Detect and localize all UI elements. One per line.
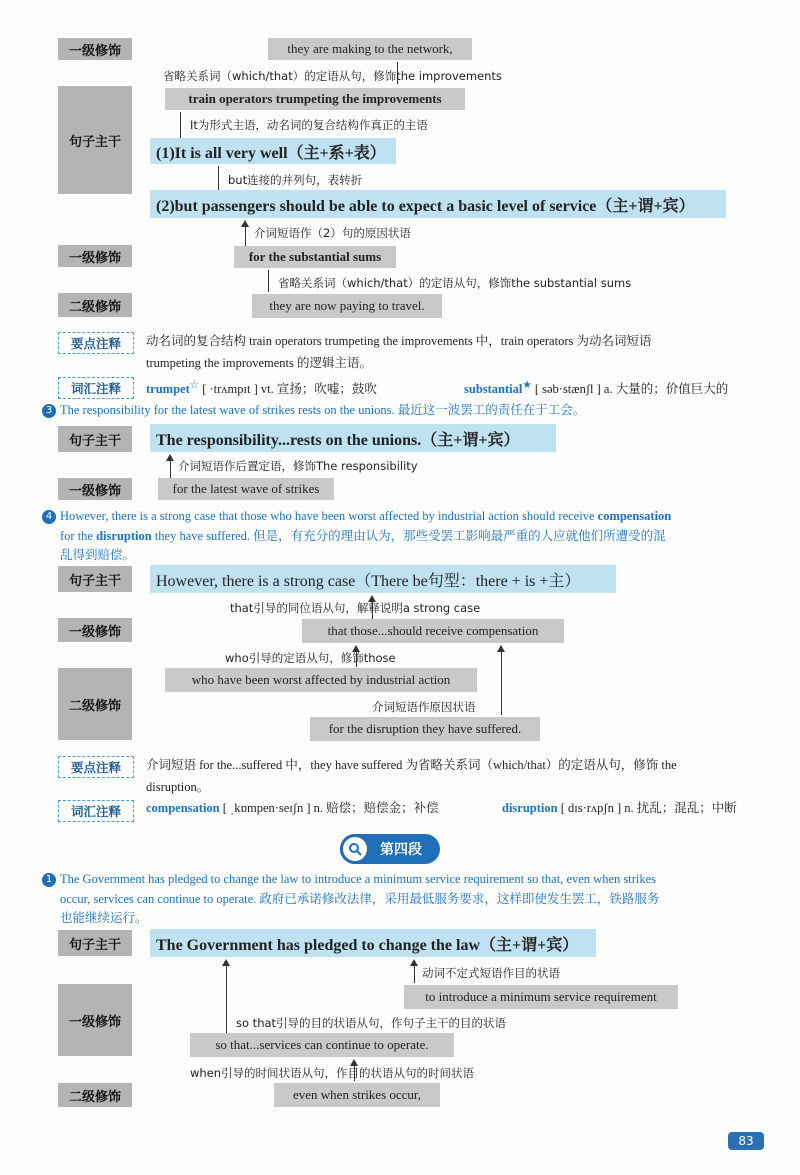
s2-main-2: (2)but passengers should be able to expect a basic level of service（主+谓+宾） (150, 190, 726, 218)
s4-sentence-line-1 (42, 507, 671, 526)
arrow-line (245, 226, 246, 248)
s2-note-2: It为形式主语，动名词的复合结构作真正的主语 (190, 118, 428, 132)
s4-keyword-compensation: compensation (597, 509, 672, 523)
label-first-modifier: 一级修饰 (58, 478, 132, 500)
search-icon (340, 834, 370, 864)
s5-box-3: even when strikes occur, (274, 1083, 440, 1107)
s5-note-1: 动词不定式短语作目的状语 (422, 966, 560, 980)
label-main-clause: 句子主干 (58, 930, 132, 956)
vocab-word: substantial (464, 382, 523, 397)
arrow-line (170, 460, 171, 478)
s3-main: The responsibility...rests on the unions.（主+谓+宾） (150, 424, 556, 452)
s2-top-box: they are making to the network, (268, 38, 472, 60)
s4-key-note: 介词短语 for the...suffered 中，they have suffered 为省略关系词（which/that）的定语从句，修饰 the (146, 758, 677, 772)
page-number: 83 (728, 1132, 764, 1150)
s5-note-2: so that引导的目的状语从句，作句子主干的目的状语 (236, 1016, 507, 1030)
arrow-line (218, 166, 219, 190)
s3-note-1: 介词短语作后置定语，修饰The responsibility (178, 459, 418, 473)
s4-chinese-2: 乱得到赔偿。 (60, 547, 136, 562)
s4-note-3: 介词短语作原因状语 (372, 700, 476, 714)
s2-main-1: (1)It is all very well（主+系+表） (150, 138, 396, 164)
vocab-word: compensation (146, 801, 220, 815)
section-title: 第四段 (380, 842, 422, 858)
s5-chinese-1: 政府已承诺修改法律，采用最低服务要求，这样即使发生罢工，铁路服务 (259, 891, 660, 906)
s4-vocab-1 (146, 799, 439, 818)
sentence-number: 4 (42, 510, 56, 524)
s2-key-note-2: trumpeting the improvements 的逻辑主语。 (146, 356, 373, 370)
s4-main: However, there is a strong case（There be句型：there + is +主） (150, 565, 616, 593)
label-first-modifier: 一级修饰 (58, 618, 132, 642)
arrow-line (180, 112, 181, 138)
vocab-word: disruption (502, 801, 558, 815)
s2-vocab-1 (146, 376, 377, 399)
s2-key-note: 动名词的复合结构 train operators trumpeting the improvements 中，train operators 为动名词短语 (146, 334, 652, 348)
s4-english-1: However, there is a strong case that those who have been worst affected by industrial action should receive (60, 509, 595, 523)
s4-box-2: who have been worst affected by industrial action (165, 668, 477, 692)
s2-box-2: for the substantial sums (234, 246, 396, 268)
vocab-star: ☆ (189, 380, 200, 391)
s5-english-1: The Government has pledged to change the law to introduce a minimum service requirement so that, even when strikes (60, 872, 656, 886)
s2-vocab-2 (464, 376, 728, 399)
s4-note-1: that引导的同位语从句，解释说明a strong case (230, 601, 481, 615)
s4-sentence-line-2 (60, 526, 666, 546)
s5-box-1: to introduce a minimum service requirement (404, 985, 678, 1009)
s4-keyword-disruption: disruption (96, 529, 152, 543)
s4-key-note-2: disruption。 (146, 780, 210, 794)
s4-note-2: who引导的定语从句，修饰those (225, 651, 396, 665)
s5-main: The Government has pledged to change the law（主+谓+宾） (150, 929, 596, 957)
section-header (340, 834, 440, 864)
s4-english-2: for the (60, 529, 93, 543)
s2-box-3: they are now paying to travel. (252, 294, 442, 318)
label-main-clause: 句子主干 (58, 426, 132, 452)
s5-sentence-line-2 (60, 889, 659, 909)
vocab-def: [ ˌkɒmpen·seɪʃn ] n. 赔偿；赔偿金；补偿 (222, 801, 439, 815)
s4-box-3: for the disruption they have suffered. (310, 717, 540, 741)
tag-key-note: 要点注释 (58, 332, 134, 354)
s4-box-1: that those...should receive compensation (302, 619, 564, 643)
vocab-def: [ dɪs·rʌpʃn ] n. 扰乱；混乱；中断 (560, 801, 737, 815)
s5-note-3: when引导的时间状语从句，作目的状语从句的时间状语 (190, 1066, 475, 1080)
label-second-modifier: 二级修饰 (58, 293, 132, 317)
label-first-modifier: 一级修饰 (58, 984, 132, 1056)
label-first-modifier: 一级修饰 (58, 245, 132, 267)
s5-english-2: occur, services can continue to operate. (60, 892, 257, 906)
s3-chinese: 最近这一波罢工的责任在于工会。 (397, 402, 586, 417)
vocab-word: trumpet (146, 382, 190, 397)
arrow-line (414, 965, 415, 983)
tag-key-note: 要点注释 (58, 756, 134, 778)
s5-sentence-line-1 (42, 870, 656, 889)
vocab-def: [ ·trʌmpɪt ] vt. 宣扬；吹嘘；鼓吹 (202, 382, 377, 397)
label-first-modifier: 一级修饰 (58, 38, 132, 60)
s2-note-4: 介词短语作（2）句的原因状语 (254, 226, 411, 240)
s4-english-3: they have suffered. (154, 529, 251, 543)
s3-english: The responsibility for the latest wave of strikes rests on the unions. (60, 403, 395, 417)
tag-vocab: 词汇注释 (58, 377, 134, 399)
arrow-line (501, 651, 502, 715)
s5-box-2: so that...services can continue to operate. (190, 1033, 454, 1057)
s3-box: for the latest wave of strikes (158, 478, 334, 500)
s2-box-1: train operators trumpeting the improvements (165, 88, 465, 110)
s3-sentence (42, 400, 585, 420)
sentence-number: 1 (42, 873, 56, 887)
label-second-modifier: 二级修饰 (58, 1083, 132, 1107)
label-second-modifier: 二级修饰 (58, 668, 132, 740)
vocab-star: ★ (522, 380, 532, 391)
s4-vocab-2 (502, 799, 737, 818)
s2-note-1: 省略关系词（which/that）的定语从句，修饰the improvements (163, 69, 502, 83)
s4-chinese-1: 但是，有充分的理由认为，那些受罢工影响最严重的人应就他们所遭受的混 (253, 528, 666, 543)
arrow-line (226, 965, 227, 1033)
s2-note-5: 省略关系词（which/that）的定语从句，修饰the substantial sums (278, 276, 632, 290)
label-main-clause: 句子主干 (58, 566, 132, 592)
s2-note-3: but连接的并列句，表转折 (228, 173, 363, 187)
vocab-def: [ səb·stænʃl ] a. 大量的；价值巨大的 (534, 382, 729, 397)
tag-vocab: 词汇注释 (58, 800, 134, 822)
s5-chinese-2: 也能继续运行。 (60, 910, 148, 925)
label-main-clause: 句子主干 (58, 86, 132, 194)
arrow-line (268, 270, 269, 292)
sentence-number: 3 (42, 404, 56, 418)
